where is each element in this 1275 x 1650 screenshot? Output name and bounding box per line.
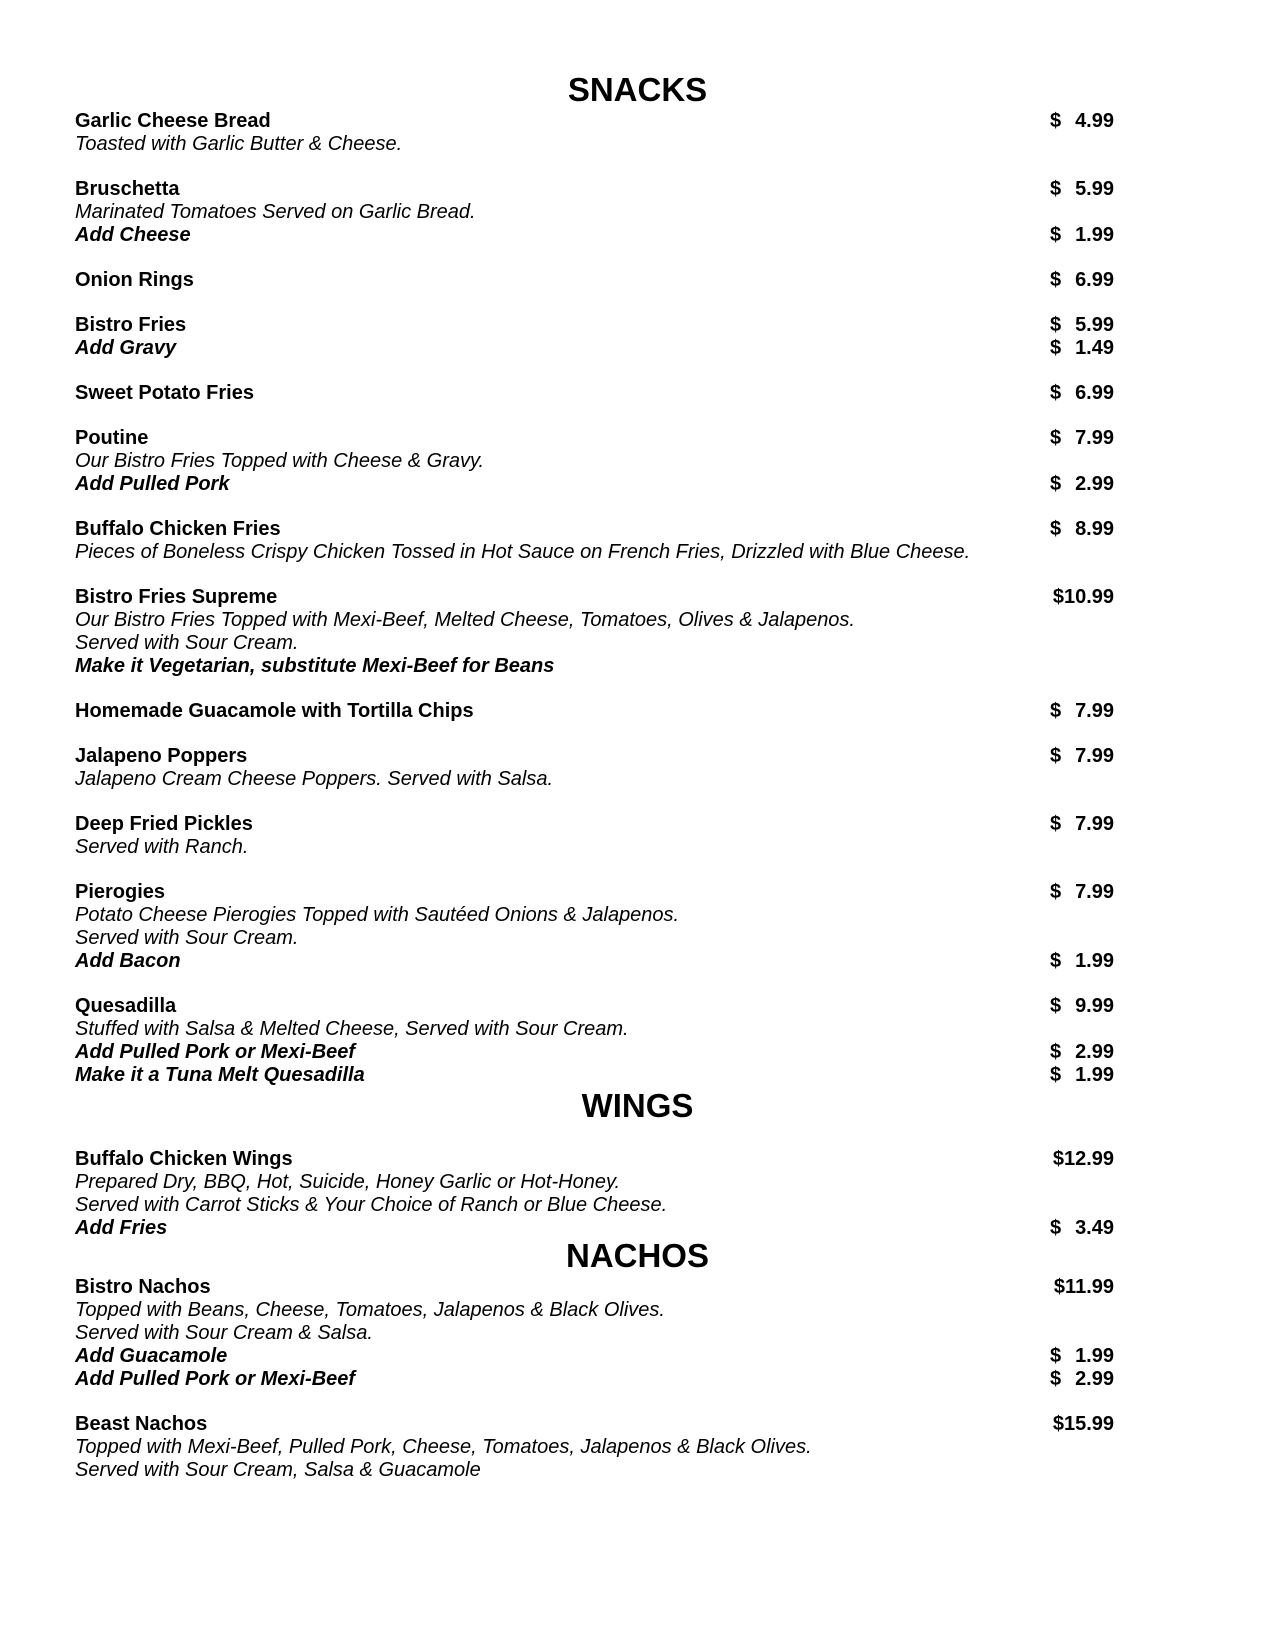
currency-sign: $: [1050, 950, 1062, 972]
item-description: Pieces of Boneless Crispy Chicken Tossed in Hot Sauce on French Fries, Drizzled with Blue Cheese.: [75, 541, 971, 563]
item-price: [1050, 177, 1114, 201]
item-name: Homemade Guacamole with Tortilla Chips: [75, 700, 474, 722]
item-description: Served with Sour Cream, Salsa & Guacamole: [75, 1459, 481, 1481]
addon-price: [1050, 336, 1114, 360]
currency-sign: $: [1050, 881, 1062, 903]
item-name: Poutine: [75, 427, 149, 449]
section-title: WINGS: [581, 1087, 694, 1124]
addon-price: [1050, 223, 1114, 247]
item-addon: Make it Vegetarian, substitute Mexi-Beef for Beans: [75, 655, 555, 677]
currency-sign: $: [1050, 382, 1062, 404]
price-amount: 5.99: [1075, 178, 1114, 200]
price-amount: 3.49: [1075, 1217, 1114, 1239]
item-name: Beast Nachos: [75, 1413, 208, 1435]
item-price: [1050, 1275, 1114, 1299]
item-addon: Make it a Tuna Melt Quesadilla: [75, 1064, 365, 1086]
item-price: [1050, 744, 1114, 768]
currency-sign: $: [1050, 1064, 1062, 1086]
addon-price: [1050, 1216, 1114, 1240]
section-title: SNACKS: [567, 71, 708, 108]
price-amount: 7.99: [1075, 427, 1114, 449]
item-description: Potato Cheese Pierogies Topped with Sautéed Onions & Jalapenos.: [75, 904, 680, 926]
item-price: [1050, 1147, 1114, 1171]
currency-sign: $: [1050, 1368, 1062, 1390]
price-amount: 1.99: [1075, 950, 1114, 972]
currency-sign: $: [1050, 110, 1062, 132]
price-amount: 1.99: [1075, 1064, 1114, 1086]
price-amount: 5.99: [1075, 314, 1114, 336]
item-price: [1050, 268, 1114, 292]
currency-sign: $: [1050, 518, 1062, 540]
currency-sign: $: [1050, 314, 1062, 336]
item-price: [1050, 812, 1114, 836]
addon-price: [1050, 1063, 1114, 1087]
currency-sign: $: [1050, 1345, 1062, 1367]
price-amount: 6.99: [1075, 269, 1114, 291]
price-amount: 2.99: [1075, 473, 1114, 495]
addon-price: [1050, 472, 1114, 496]
price-amount: $15.99: [1052, 1413, 1114, 1435]
price-amount: 7.99: [1075, 745, 1114, 767]
currency-sign: $: [1050, 995, 1062, 1017]
currency-sign: $: [1050, 1041, 1062, 1063]
price-amount: 2.99: [1075, 1368, 1114, 1390]
price-amount: 2.99: [1075, 1041, 1114, 1063]
item-name: Bruschetta: [75, 178, 180, 200]
item-description: Served with Sour Cream.: [75, 927, 299, 949]
item-addon: Add Cheese: [75, 224, 191, 246]
section-title: NACHOS: [565, 1237, 709, 1274]
item-description: Topped with Mexi-Beef, Pulled Pork, Cheese, Tomatoes, Jalapenos & Black Olives.: [75, 1436, 812, 1458]
item-name: Onion Rings: [75, 269, 194, 291]
addon-price: [1050, 1344, 1114, 1368]
item-name: Quesadilla: [75, 995, 177, 1017]
item-addon: Add Guacamole: [75, 1345, 228, 1367]
addon-price: [1050, 1367, 1114, 1391]
currency-sign: $: [1050, 473, 1062, 495]
item-price: [1050, 585, 1114, 609]
item-name: Garlic Cheese Bread: [75, 110, 271, 132]
item-addon: Add Pulled Pork or Mexi-Beef: [75, 1368, 356, 1390]
item-price: [1050, 994, 1114, 1018]
item-name: Jalapeno Poppers: [75, 745, 248, 767]
price-amount: 4.99: [1075, 110, 1114, 132]
item-price: [1050, 109, 1114, 133]
currency-sign: $: [1050, 813, 1062, 835]
price-amount: $10.99: [1052, 586, 1114, 608]
item-name: Pierogies: [75, 881, 166, 903]
currency-sign: $: [1050, 1217, 1062, 1239]
item-price: [1050, 313, 1114, 337]
price-amount: 6.99: [1075, 382, 1114, 404]
item-name: Buffalo Chicken Wings: [75, 1148, 293, 1170]
currency-sign: $: [1050, 269, 1062, 291]
item-name: Sweet Potato Fries: [75, 382, 254, 404]
item-name: Bistro Fries: [75, 314, 187, 336]
item-description: Served with Sour Cream.: [75, 632, 299, 654]
item-addon: Add Pulled Pork or Mexi-Beef: [75, 1041, 356, 1063]
item-price: [1050, 699, 1114, 723]
addon-price: [1050, 949, 1114, 973]
item-addon: Add Pulled Pork: [75, 473, 230, 495]
item-description: Topped with Beans, Cheese, Tomatoes, Jalapenos & Black Olives.: [75, 1299, 665, 1321]
item-price: [1050, 426, 1114, 450]
price-amount: 1.49: [1075, 337, 1114, 359]
item-name: Buffalo Chicken Fries: [75, 518, 281, 540]
currency-sign: $: [1050, 224, 1062, 246]
item-description: Served with Sour Cream & Salsa.: [75, 1322, 373, 1344]
item-description: Marinated Tomatoes Served on Garlic Bread.: [75, 201, 476, 223]
price-amount: $12.99: [1052, 1148, 1114, 1170]
price-amount: 9.99: [1075, 995, 1114, 1017]
item-name: Bistro Nachos: [75, 1276, 211, 1298]
item-description: Served with Ranch.: [75, 836, 249, 858]
item-description: Stuffed with Salsa & Melted Cheese, Served with Sour Cream.: [75, 1018, 629, 1040]
currency-sign: $: [1050, 427, 1062, 449]
item-description: Our Bistro Fries Topped with Mexi-Beef, Melted Cheese, Tomatoes, Olives & Jalapenos.: [75, 609, 855, 631]
item-description: Toasted with Garlic Butter & Cheese.: [75, 133, 403, 155]
price-amount: 1.99: [1075, 224, 1114, 246]
item-name: Deep Fried Pickles: [75, 813, 253, 835]
item-price: [1050, 1412, 1114, 1436]
item-addon: Add Fries: [75, 1217, 168, 1239]
currency-sign: $: [1050, 745, 1062, 767]
currency-sign: $: [1050, 337, 1062, 359]
item-name: Bistro Fries Supreme: [75, 586, 278, 608]
item-description: Jalapeno Cream Cheese Poppers. Served with Salsa.: [75, 768, 554, 790]
price-amount: $11.99: [1053, 1276, 1114, 1298]
price-amount: 7.99: [1075, 813, 1114, 835]
item-addon: Add Gravy: [75, 337, 177, 359]
item-price: [1050, 880, 1114, 904]
item-description: Served with Carrot Sticks & Your Choice of Ranch or Blue Cheese.: [75, 1194, 668, 1216]
currency-sign: $: [1050, 700, 1062, 722]
item-description: Prepared Dry, BBQ, Hot, Suicide, Honey Garlic or Hot-Honey.: [75, 1171, 621, 1193]
item-price: [1050, 381, 1114, 405]
currency-sign: $: [1050, 178, 1062, 200]
item-price: [1050, 517, 1114, 541]
item-description: Our Bistro Fries Topped with Cheese & Gravy.: [75, 450, 485, 472]
price-amount: 8.99: [1075, 518, 1114, 540]
price-amount: 1.99: [1075, 1345, 1114, 1367]
price-amount: 7.99: [1075, 881, 1114, 903]
price-amount: 7.99: [1075, 700, 1114, 722]
addon-price: [1050, 1040, 1114, 1064]
item-addon: Add Bacon: [75, 950, 181, 972]
